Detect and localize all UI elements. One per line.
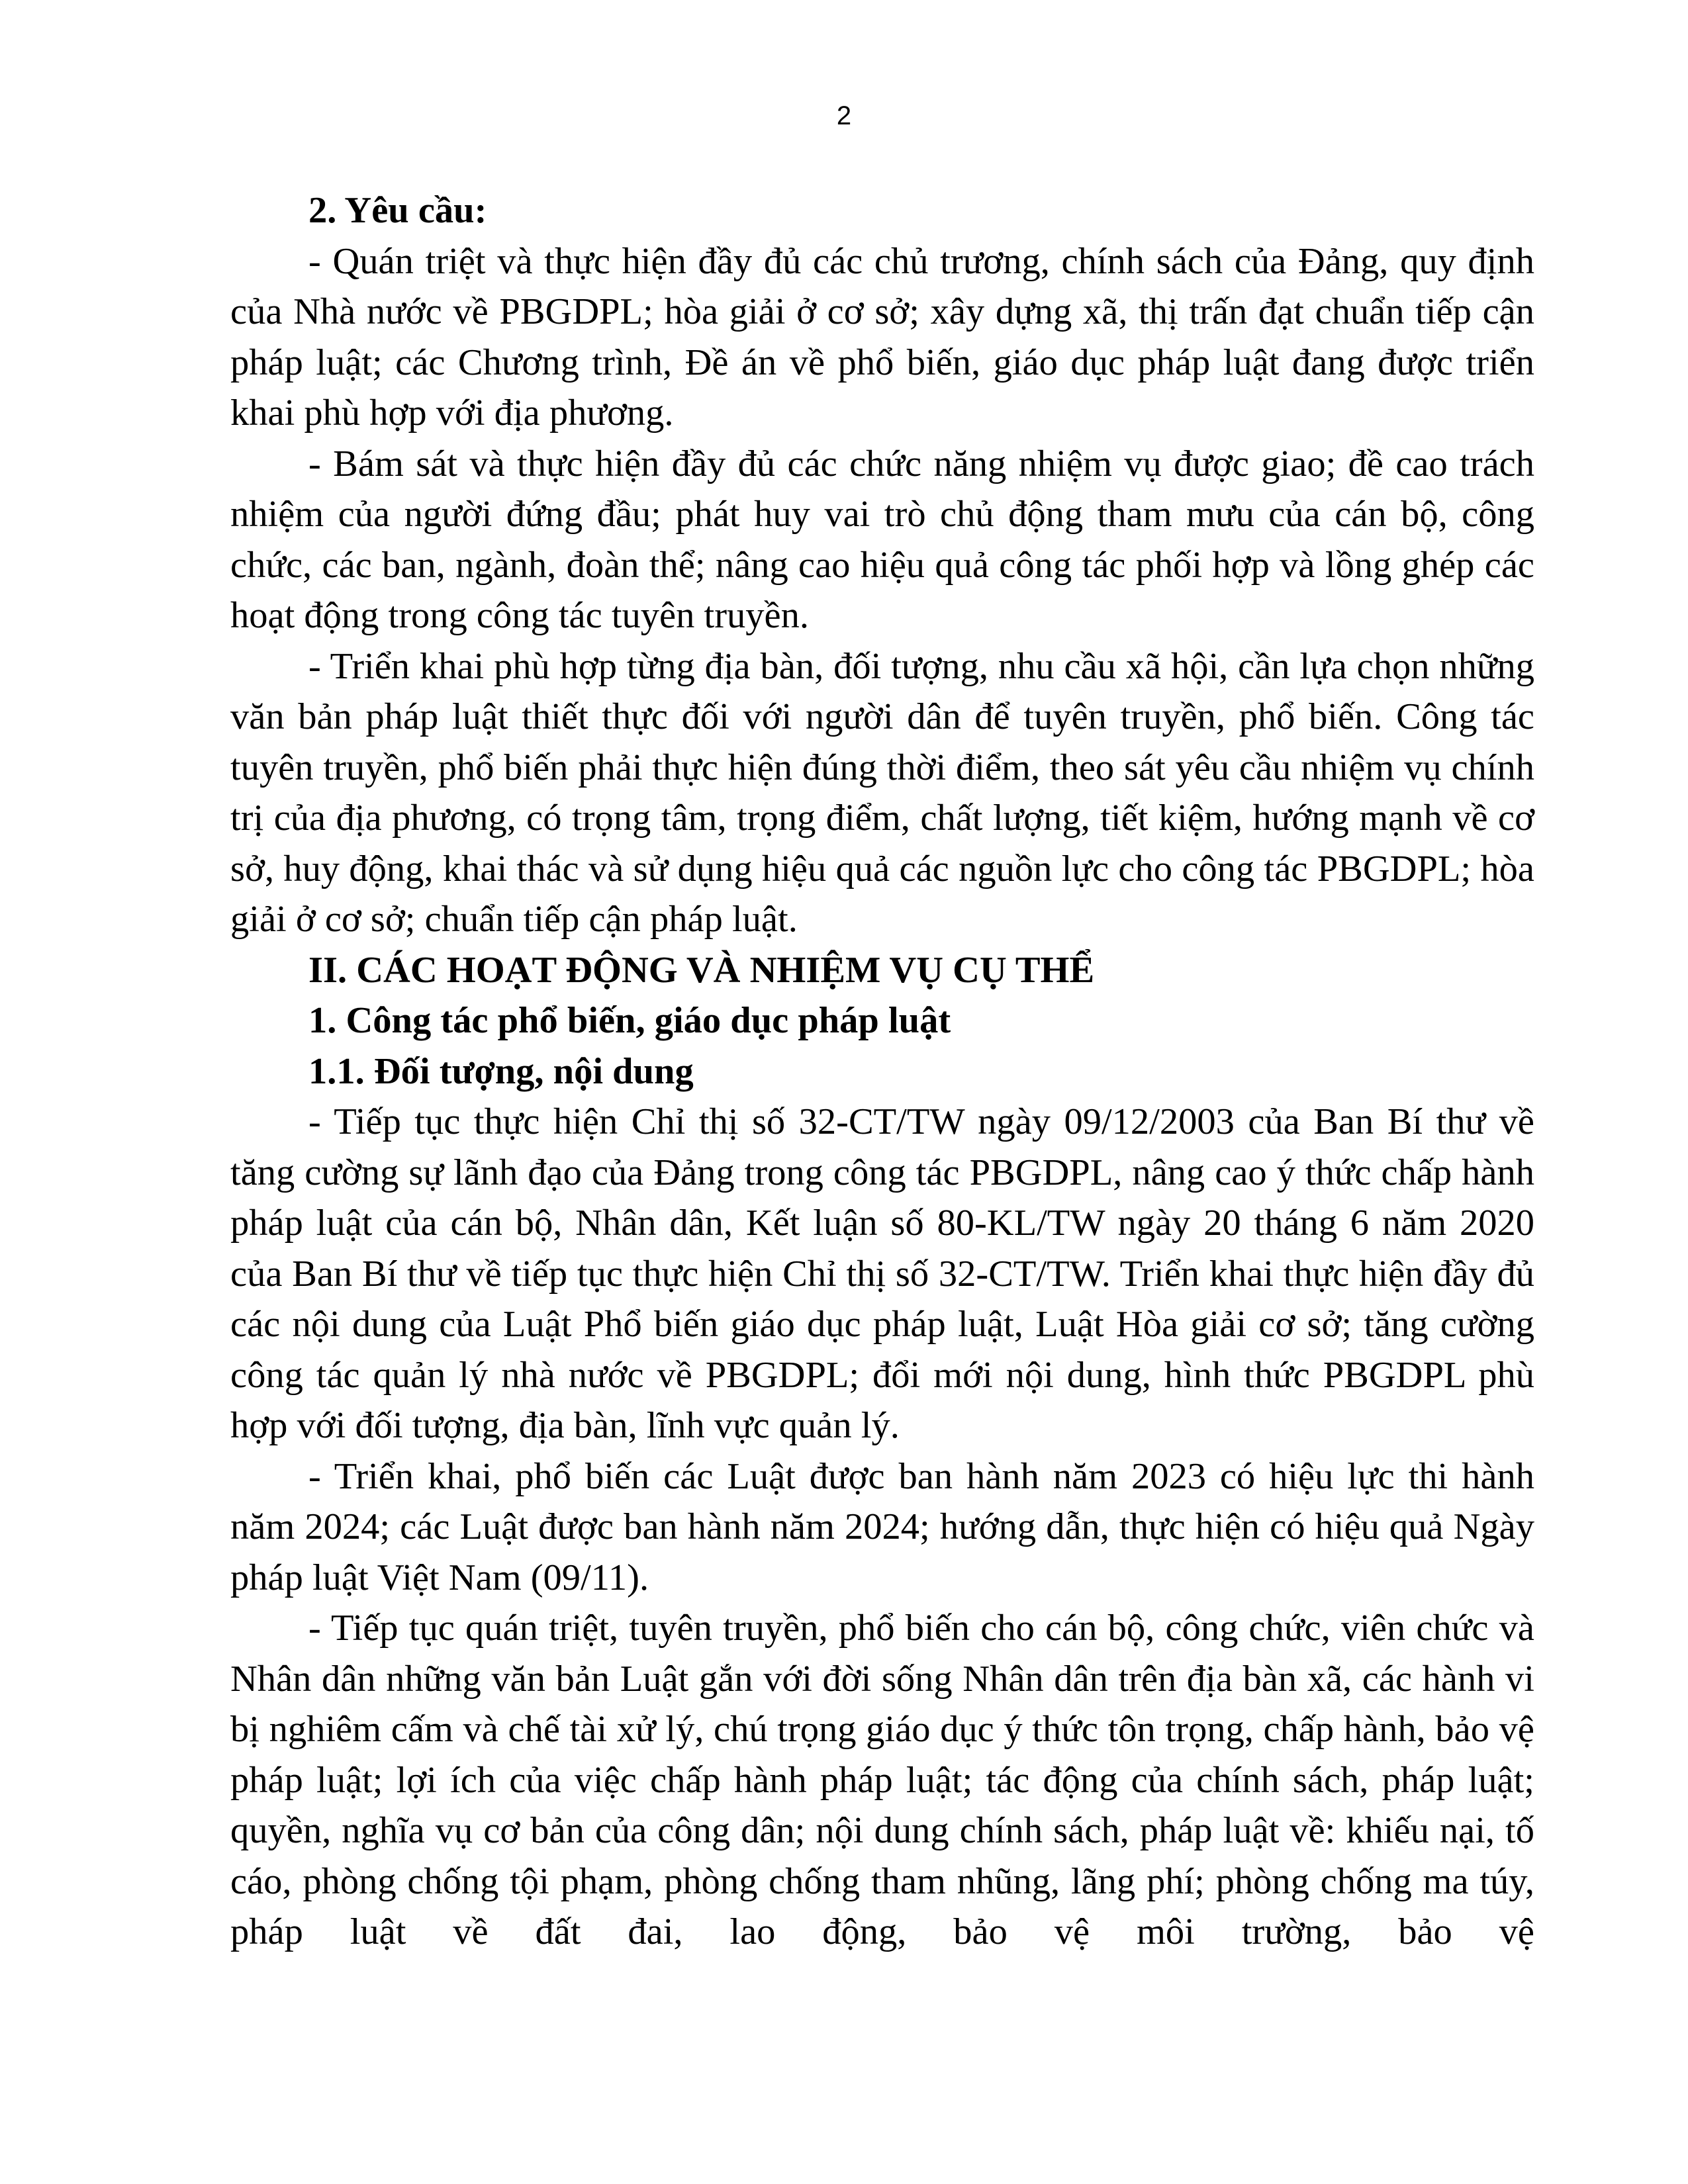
paragraph: - Tiếp tục thực hiện Chỉ thị số 32-CT/TW ngày 09/12/2003 của Ban Bí thư về tăng cường sự lãnh đạo của Đảng trong công tác PBGDPL, nâng cao ý thức chấp hành pháp luật của cán bộ, Nhân dân, Kết luận số 80-KL/TW ngày 20 tháng 6 năm 2020 của Ban Bí thư về tiếp tục thực hiện Chỉ thị số 32-CT/TW. Triển khai thực hiện đầy đủ các nội dung của Luật Phổ biến giáo dục pháp luật, Luật Hòa giải cơ sở; tăng cường công tác quản lý nhà nước về PBGDPL; đổi mới nội dung, hình thức PBGDPL phù hợp với đối tượng, địa bàn, lĩnh vực quản lý. <box>230 1101 1534 1446</box>
paragraph: - Tiếp tục quán triệt, tuyên truyền, phổ biến cho cán bộ, công chức, viên chức và Nhân dân những văn bản Luật gắn với đời sống Nhân dân trên địa bàn xã, các hành vi bị nghiêm cấm và chế tài xử lý, chú trọng giáo dục ý thức tôn trọng, chấp hành, bảo vệ pháp luật; lợi ích của việc chấp hành pháp luật; tác động của chính sách, pháp luật; quyền, nghĩa vụ cơ bản của công dân; nội dung chính sách, pháp luật về: khiếu nại, tố cáo, phòng chống tội phạm, phòng chống tham nhũng, lãng phí; phòng chống ma túy, pháp luật về đất đai, lao động, bảo vệ môi trường, bảo vệ <box>230 1608 1534 1952</box>
paragraph: - Bám sát và thực hiện đầy đủ các chức năng nhiệm vụ được giao; đề cao trách nhiệm của người đứng đầu; phát huy vai trò chủ động tham mưu của cán bộ, công chức, các ban, ngành, đoàn thể; nâng cao hiệu quả công tác phối hợp và lồng ghép các hoạt động trong công tác tuyên truyền. <box>230 443 1534 636</box>
section-heading-activities: II. CÁC HOẠT ĐỘNG VÀ NHIỆM VỤ CỤ THỂ <box>308 949 1095 991</box>
section-heading-requirements: 2. Yêu cầu: <box>308 190 487 231</box>
page-number: 2 <box>836 101 852 130</box>
paragraph: - Triển khai, phổ biến các Luật được ban hành năm 2023 có hiệu lực thi hành năm 2024; các Luật được ban hành năm 2024; hướng dẫn, thực hiện có hiệu quả Ngày pháp luật Việt Nam (09/11). <box>230 1455 1534 1598</box>
document-body <box>230 185 1534 1958</box>
section-heading-subjects-content: 1.1. Đối tượng, nội dung <box>308 1050 694 1092</box>
paragraph: - Triển khai phù hợp từng địa bàn, đối tượng, nhu cầu xã hội, cần lựa chọn những văn bản pháp luật thiết thực đối với người dân để tuyên truyền, phổ biến. Công tác tuyên truyền, phổ biến phải thực hiện đúng thời điểm, theo sát yêu cầu nhiệm vụ chính trị của địa phương, có trọng tâm, trọng điểm, chất lượng, tiết kiệm, hướng mạnh về cơ sở, huy động, khai thác và sử dụng hiệu quả các nguồn lực cho công tác PBGDPL; hòa giải ở cơ sở; chuẩn tiếp cận pháp luật. <box>230 645 1534 940</box>
section-heading-legal-education: 1. Công tác phổ biến, giáo dục pháp luật <box>308 1000 951 1041</box>
paragraph: - Quán triệt và thực hiện đầy đủ các chủ trương, chính sách của Đảng, quy định của Nhà nước về PBGDPL; hòa giải ở cơ sở; xây dựng xã, thị trấn đạt chuẩn tiếp cận pháp luật; các Chương trình, Đề án về phổ biến, giáo dục pháp luật đang được triển khai phù hợp với địa phương. <box>230 240 1534 433</box>
